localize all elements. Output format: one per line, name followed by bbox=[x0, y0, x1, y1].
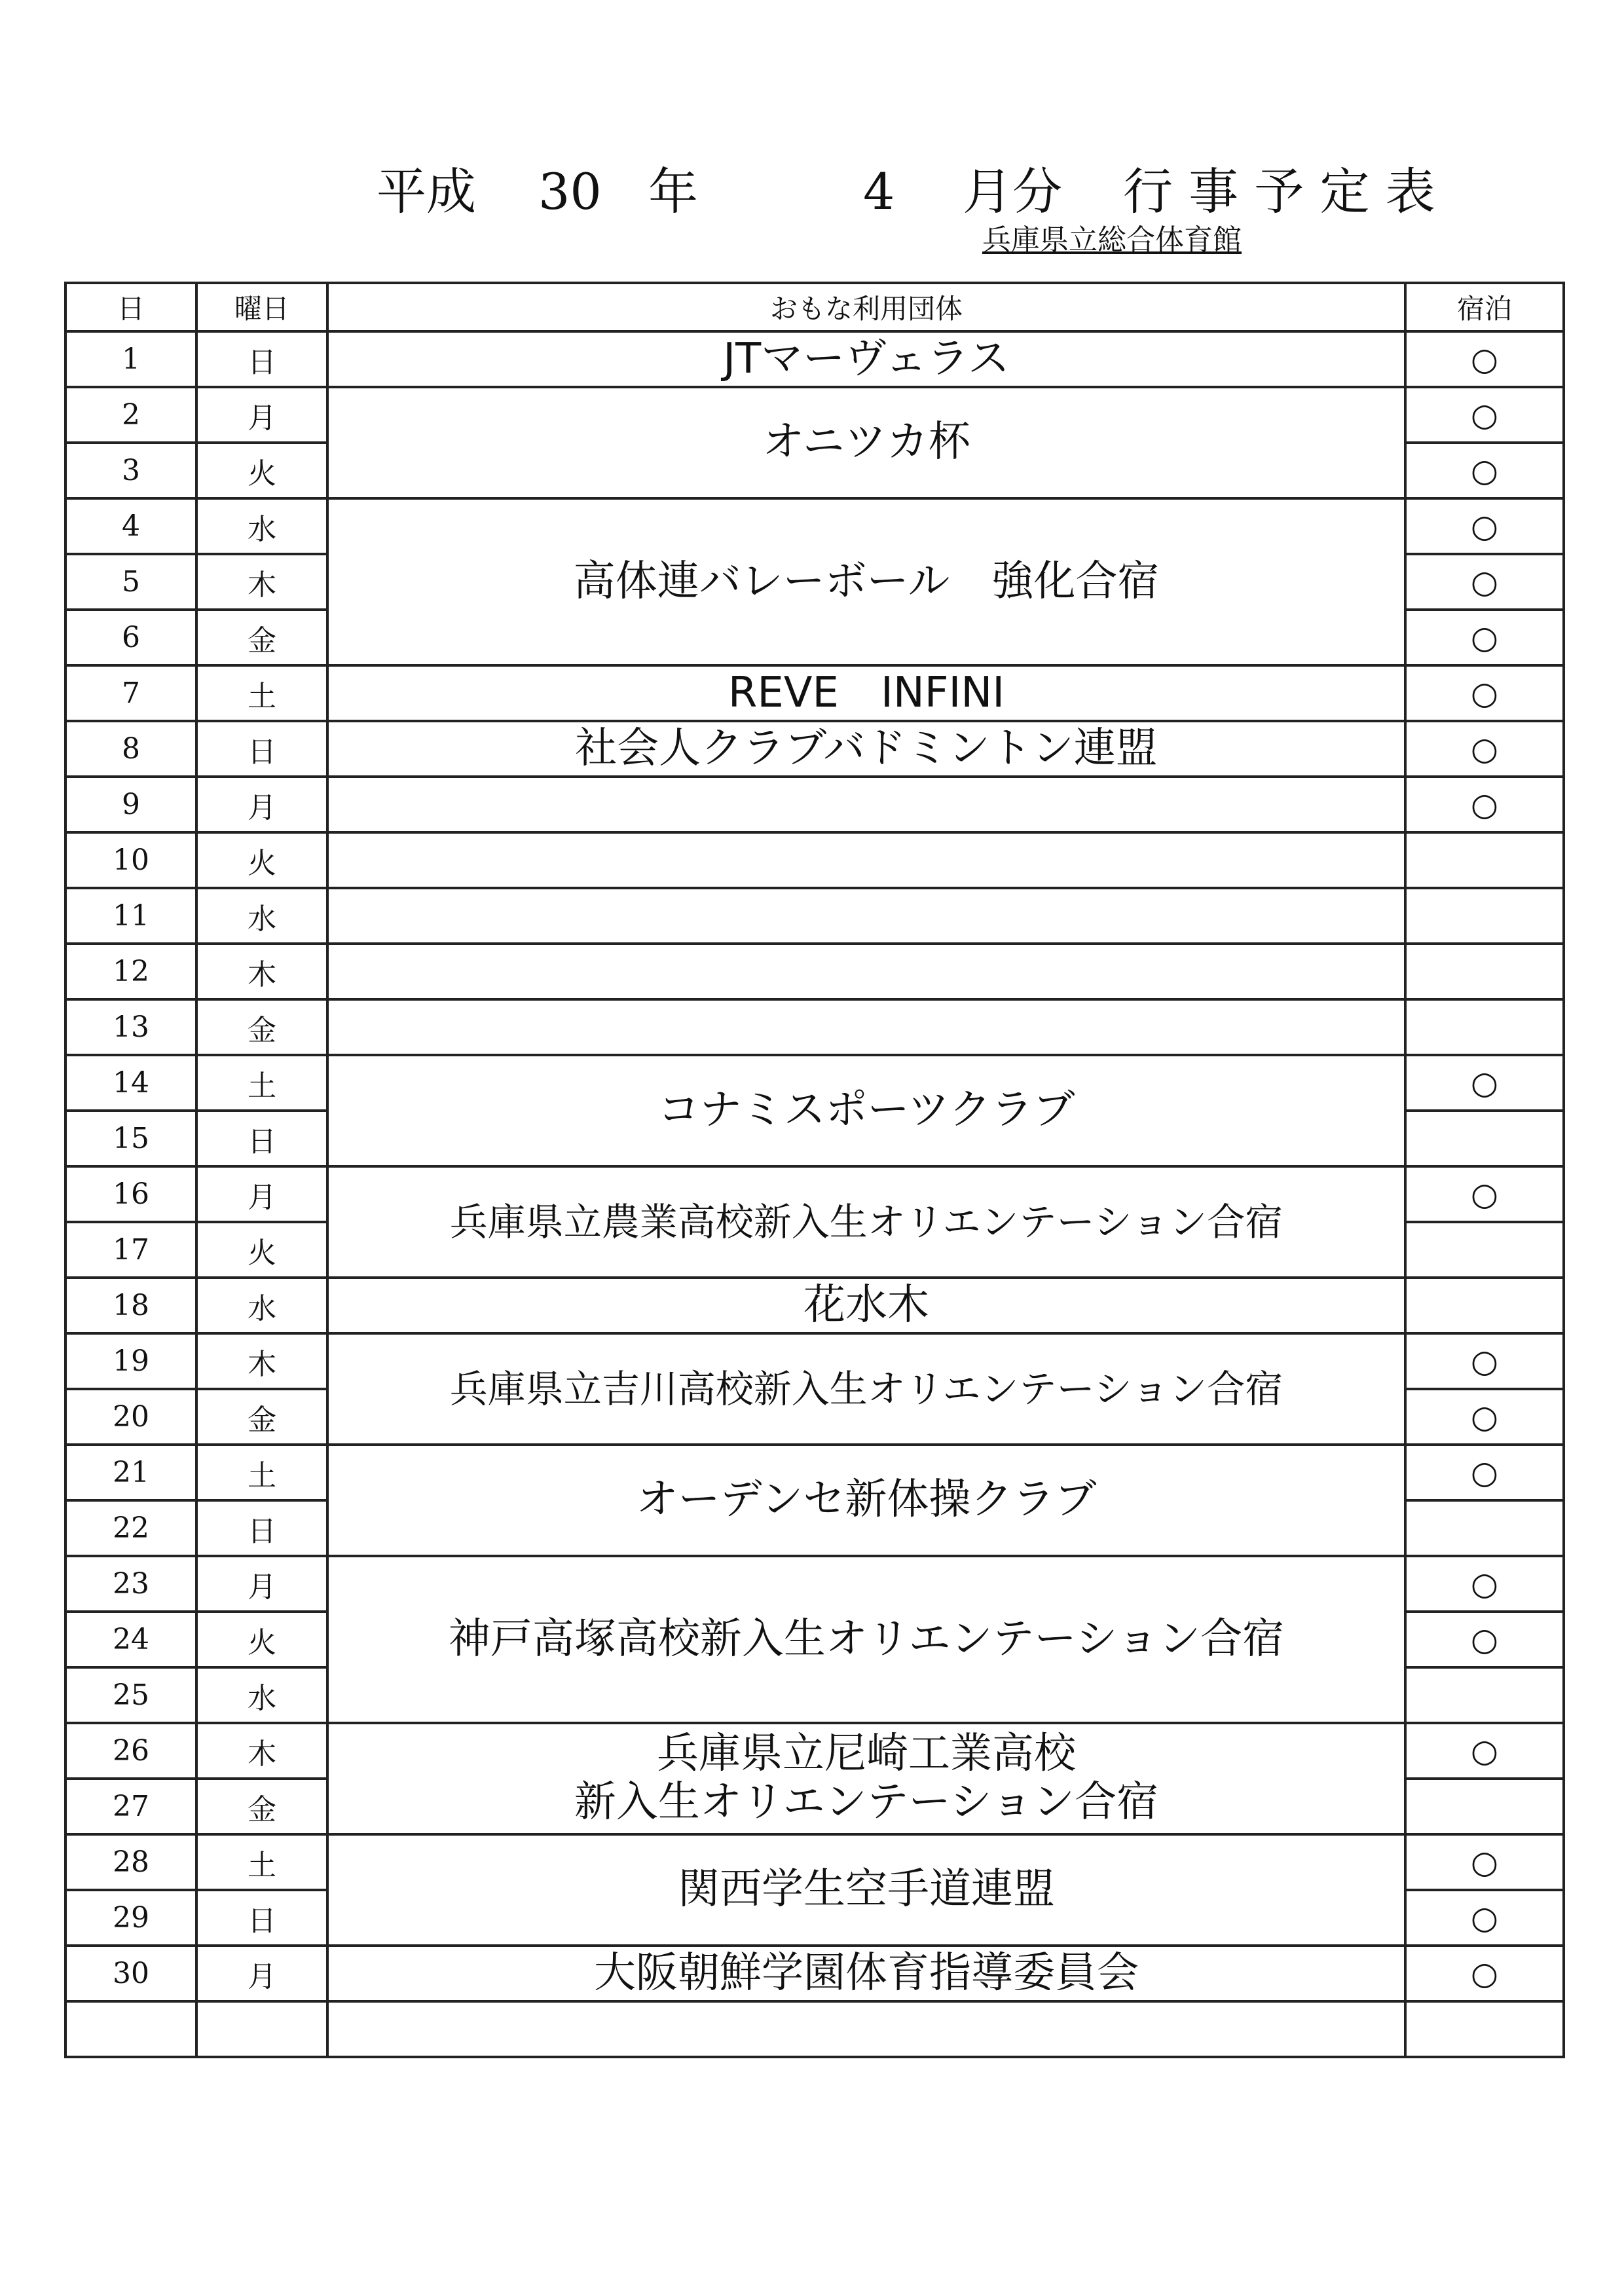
stay-cell bbox=[1405, 1779, 1564, 1834]
day-cell: 22 bbox=[65, 1500, 196, 1556]
weekday-cell: 金 bbox=[196, 610, 327, 665]
stay-cell bbox=[1405, 832, 1564, 888]
table-row bbox=[65, 1834, 1564, 1890]
stay-cell bbox=[1405, 944, 1564, 999]
group-cell: 社会人クラブバドミントン連盟 bbox=[327, 721, 1405, 777]
stay-cell: ○ bbox=[1405, 1055, 1564, 1111]
stay-cell: ○ bbox=[1405, 721, 1564, 777]
weekday-cell: 土 bbox=[196, 1055, 327, 1111]
weekday-cell: 日 bbox=[196, 721, 327, 777]
header-row bbox=[65, 283, 1564, 331]
group-cell-empty bbox=[327, 2001, 1405, 2057]
group-cell: 花水木 bbox=[327, 1278, 1405, 1333]
day-cell: 20 bbox=[65, 1389, 196, 1445]
group-cell: 関西学生空手道連盟 bbox=[327, 1834, 1405, 1946]
weekday-cell: 水 bbox=[196, 498, 327, 554]
day-cell: 27 bbox=[65, 1779, 196, 1834]
weekday-cell: 金 bbox=[196, 1779, 327, 1834]
day-cell: 12 bbox=[65, 944, 196, 999]
weekday-cell: 火 bbox=[196, 1612, 327, 1667]
weekday-cell: 月 bbox=[196, 1556, 327, 1612]
stay-cell: ○ bbox=[1405, 554, 1564, 610]
stay-cell: ○ bbox=[1405, 498, 1564, 554]
table-row bbox=[65, 1055, 1564, 1111]
weekday-cell: 月 bbox=[196, 387, 327, 443]
table-row bbox=[65, 832, 1564, 888]
group-cell: オーデンセ新体操クラブ bbox=[327, 1445, 1405, 1556]
day-cell: 8 bbox=[65, 721, 196, 777]
weekday-cell: 土 bbox=[196, 1445, 327, 1500]
day-cell bbox=[65, 2001, 196, 2057]
stay-cell: ○ bbox=[1405, 1946, 1564, 2001]
group-line-2: 新入生オリエンテーション合宿 bbox=[574, 1778, 1159, 1826]
stay-cell: ○ bbox=[1405, 1723, 1564, 1779]
stay-cell: ○ bbox=[1405, 1556, 1564, 1612]
day-cell: 24 bbox=[65, 1612, 196, 1667]
weekday-cell: 火 bbox=[196, 1222, 327, 1278]
table-row bbox=[65, 1333, 1564, 1389]
weekday-cell: 日 bbox=[196, 1111, 327, 1166]
weekday-cell: 木 bbox=[196, 1333, 327, 1389]
group-cell-two-line bbox=[327, 1723, 1405, 1834]
stay-cell: ○ bbox=[1405, 610, 1564, 665]
stay-cell: ○ bbox=[1405, 1890, 1564, 1946]
day-cell: 16 bbox=[65, 1166, 196, 1222]
schedule-table bbox=[64, 282, 1565, 2058]
stay-cell bbox=[1405, 1111, 1564, 1166]
stay-cell bbox=[1405, 1278, 1564, 1333]
title-text: 行 事 予 定 表 bbox=[1123, 162, 1435, 221]
table-row bbox=[65, 1946, 1564, 2001]
facility-name: 兵庫県立総合体育館 bbox=[982, 223, 1242, 257]
group-cell: JTマーヴェラス bbox=[327, 331, 1405, 387]
table-row-blank bbox=[65, 2001, 1564, 2057]
table-row bbox=[65, 1556, 1564, 1612]
day-cell: 13 bbox=[65, 999, 196, 1055]
day-cell: 15 bbox=[65, 1111, 196, 1166]
table-row bbox=[65, 721, 1564, 777]
group-cell-empty bbox=[327, 944, 1405, 999]
weekday-cell: 水 bbox=[196, 1667, 327, 1723]
table-row bbox=[65, 1445, 1564, 1500]
day-cell: 7 bbox=[65, 665, 196, 721]
day-cell: 11 bbox=[65, 888, 196, 944]
weekday-cell: 木 bbox=[196, 554, 327, 610]
weekday-cell: 月 bbox=[196, 1946, 327, 2001]
day-cell: 17 bbox=[65, 1222, 196, 1278]
day-cell: 6 bbox=[65, 610, 196, 665]
table-row bbox=[65, 498, 1564, 554]
col-stay: 宿泊 bbox=[1405, 283, 1564, 331]
day-cell: 30 bbox=[65, 1946, 196, 2001]
stay-cell: ○ bbox=[1405, 1333, 1564, 1389]
day-cell: 10 bbox=[65, 832, 196, 888]
stay-cell: ○ bbox=[1405, 387, 1564, 443]
day-cell: 28 bbox=[65, 1834, 196, 1890]
title-year-unit: 年 bbox=[648, 162, 698, 221]
table-row bbox=[65, 888, 1564, 944]
group-cell-empty bbox=[327, 888, 1405, 944]
stay-cell: ○ bbox=[1405, 331, 1564, 387]
col-weekday: 曜日 bbox=[196, 283, 327, 331]
stay-cell bbox=[1405, 1500, 1564, 1556]
stay-cell bbox=[1405, 888, 1564, 944]
group-cell: 兵庫県立吉川高校新入生オリエンテーション合宿 bbox=[327, 1333, 1405, 1445]
stay-cell: ○ bbox=[1405, 777, 1564, 832]
title-year: 30 bbox=[538, 162, 602, 221]
stay-cell bbox=[1405, 2001, 1564, 2057]
col-day: 日 bbox=[65, 283, 196, 331]
group-cell: 高体連バレーボール 強化合宿 bbox=[327, 498, 1405, 665]
stay-cell: ○ bbox=[1405, 665, 1564, 721]
stay-cell: ○ bbox=[1405, 1612, 1564, 1667]
col-group: おもな利用団体 bbox=[327, 283, 1405, 331]
day-cell: 14 bbox=[65, 1055, 196, 1111]
weekday-cell: 火 bbox=[196, 443, 327, 498]
day-cell: 21 bbox=[65, 1445, 196, 1500]
day-cell: 3 bbox=[65, 443, 196, 498]
group-cell: 神戸高塚高校新入生オリエンテーション合宿 bbox=[327, 1556, 1405, 1723]
day-cell: 26 bbox=[65, 1723, 196, 1779]
group-cell-empty bbox=[327, 999, 1405, 1055]
table-row bbox=[65, 1723, 1564, 1779]
stay-cell bbox=[1405, 1667, 1564, 1723]
weekday-cell: 木 bbox=[196, 944, 327, 999]
group-line-1: 兵庫県立尼崎工業高校 bbox=[657, 1730, 1076, 1779]
day-cell: 9 bbox=[65, 777, 196, 832]
stay-cell: ○ bbox=[1405, 1834, 1564, 1890]
weekday-cell: 金 bbox=[196, 1389, 327, 1445]
document-title bbox=[0, 156, 1624, 228]
table-row bbox=[65, 944, 1564, 999]
weekday-cell: 水 bbox=[196, 888, 327, 944]
table-row bbox=[65, 665, 1564, 721]
day-cell: 19 bbox=[65, 1333, 196, 1389]
stay-cell: ○ bbox=[1405, 443, 1564, 498]
weekday-cell: 日 bbox=[196, 1500, 327, 1556]
weekday-cell: 日 bbox=[196, 331, 327, 387]
day-cell: 29 bbox=[65, 1890, 196, 1946]
group-cell: REVE INFINI bbox=[327, 665, 1405, 721]
group-cell: 兵庫県立農業高校新入生オリエンテーション合宿 bbox=[327, 1166, 1405, 1278]
weekday-cell: 金 bbox=[196, 999, 327, 1055]
weekday-cell: 土 bbox=[196, 665, 327, 721]
title-month-unit: 月分 bbox=[963, 162, 1062, 221]
day-cell: 5 bbox=[65, 554, 196, 610]
weekday-cell: 木 bbox=[196, 1723, 327, 1779]
table-row bbox=[65, 777, 1564, 832]
weekday-cell: 日 bbox=[196, 1890, 327, 1946]
weekday-cell: 土 bbox=[196, 1834, 327, 1890]
table-row bbox=[65, 331, 1564, 387]
weekday-cell: 火 bbox=[196, 832, 327, 888]
title-month: 4 bbox=[863, 162, 895, 221]
day-cell: 1 bbox=[65, 331, 196, 387]
day-cell: 18 bbox=[65, 1278, 196, 1333]
day-cell: 2 bbox=[65, 387, 196, 443]
weekday-cell: 月 bbox=[196, 1166, 327, 1222]
stay-cell: ○ bbox=[1405, 1445, 1564, 1500]
table-row bbox=[65, 387, 1564, 443]
group-cell-empty bbox=[327, 777, 1405, 832]
table-row bbox=[65, 1166, 1564, 1222]
group-cell: 大阪朝鮮学園体育指導委員会 bbox=[327, 1946, 1405, 2001]
title-era: 平成 bbox=[377, 162, 476, 221]
stay-cell bbox=[1405, 1222, 1564, 1278]
weekday-cell bbox=[196, 2001, 327, 2057]
stay-cell bbox=[1405, 999, 1564, 1055]
group-cell: コナミスポーツクラブ bbox=[327, 1055, 1405, 1166]
weekday-cell: 水 bbox=[196, 1278, 327, 1333]
group-cell-empty bbox=[327, 832, 1405, 888]
table-row bbox=[65, 1278, 1564, 1333]
stay-cell: ○ bbox=[1405, 1389, 1564, 1445]
group-cell: オニツカ杯 bbox=[327, 387, 1405, 498]
table-row bbox=[65, 999, 1564, 1055]
day-cell: 4 bbox=[65, 498, 196, 554]
weekday-cell: 月 bbox=[196, 777, 327, 832]
day-cell: 25 bbox=[65, 1667, 196, 1723]
day-cell: 23 bbox=[65, 1556, 196, 1612]
stay-cell: ○ bbox=[1405, 1166, 1564, 1222]
